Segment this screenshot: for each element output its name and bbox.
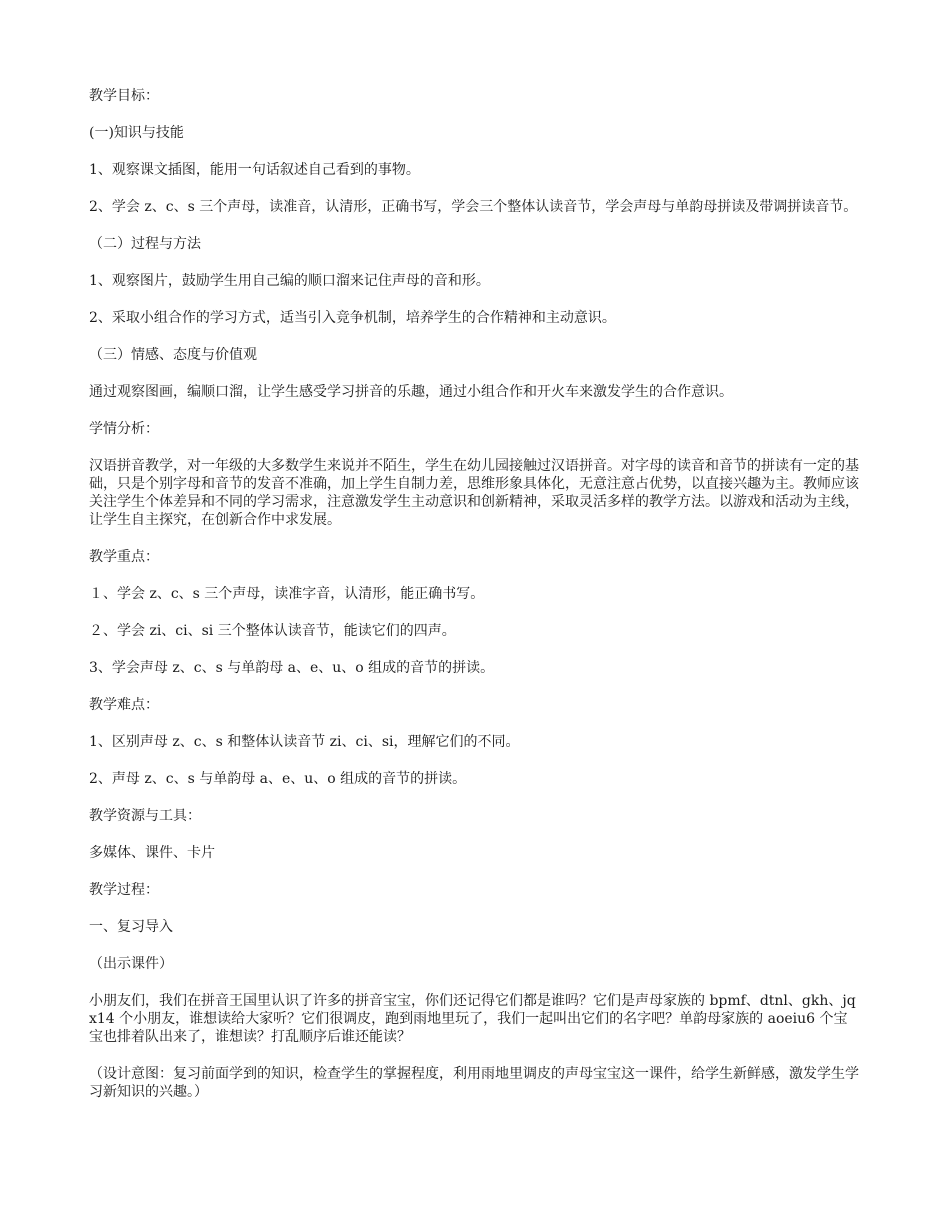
section-heading-difficulties: 教学难点： <box>89 697 159 713</box>
paragraph-difficulty-2: 2、声母 z、c、s 与单韵母 a、e、u、o 组成的音节的拼读。 <box>89 771 467 787</box>
document-body <box>89 87 861 1120</box>
section-heading-process: 教学过程： <box>89 882 159 898</box>
paragraph-show-courseware: （出示课件） <box>89 956 173 972</box>
paragraph-design-intent: （设计意图：复习前面学到的知识，检查学生的掌握程度，利用雨地里调皮的声母宝宝这一课件，给学生新鲜感，激发学生学习新知识的兴趣。） <box>89 1066 859 1100</box>
paragraph-review-dialogue: 小朋友们，我们在拼音王国里认识了许多的拼音宝宝，你们还记得它们都是谁吗？它们是声母家族的 bpmf、dtnl、gkh、jqx14 个小朋友，谁想读给大家听？它们很调皮，跑到雨地里玩了，我们一起叫出它们的名字吧？单韵母家族的 aoeiu6 个宝宝也排着队出来了，谁想读？打乱顺序后谁还能读？ <box>89 993 856 1045</box>
paragraph-emotion: 通过观察图画，编顺口溜，让学生感受学习拼音的乐趣，通过小组合作和开火车来激发学生的合作意识。 <box>89 384 733 400</box>
section-heading-key-points: 教学重点： <box>89 549 159 565</box>
section-heading-learner-analysis: 学情分析： <box>89 421 159 437</box>
section-heading-resources: 教学资源与工具： <box>89 808 201 824</box>
paragraph-goal-2: 2、学会 z、c、s 三个声母，读准音，认清形，正确书写，学会三个整体认读音节，学会声母与单韵母拼读及带调拼读音节。 <box>89 199 858 215</box>
paragraph-learner-analysis: 汉语拼音教学，对一年级的大多数学生来说并不陌生，学生在幼儿园接触过汉语拼音。对字母的读音和音节的拼读有一定的基础，只是个别字母和音节的发音不准确，加上学生自制力差，思维形象具体化，无意注意占优势，以直接兴趣为主。教师应该关注学生个体差异和不同的学习需求，注意激发学生主动意识和创新精神，采取灵活多样的教学方法。以游戏和活动为主线，让学生自主探究，在创新合作中求发展。 <box>89 458 859 528</box>
paragraph-key-point-1: １、学会 z、c、s 三个声母，读准字音，认清形，能正确书写。 <box>89 586 485 602</box>
paragraph-key-point-3: 3、学会声母 z、c、s 与单韵母 a、e、u、o 组成的音节的拼读。 <box>89 660 495 676</box>
paragraph-difficulty-1: 1、区别声母 z、c、s 和整体认读音节 zi、ci、si，理解它们的不同。 <box>89 734 520 750</box>
subheading-process-methods: （二）过程与方法 <box>89 236 201 252</box>
subheading-emotion-values: （三）情感、态度与价值观 <box>89 347 257 363</box>
paragraph-method-1: 1、观察图片，鼓励学生用自己编的顺口溜来记住声母的音和形。 <box>89 273 490 289</box>
subheading-knowledge-skills: (一)知识与技能 <box>89 125 184 141</box>
paragraph-key-point-2: ２、学会 zi、ci、si 三个整体认读音节，能读它们的四声。 <box>89 623 456 639</box>
paragraph-resources: 多媒体、课件、卡片 <box>89 845 215 861</box>
section-heading-teaching-goals: 教学目标： <box>89 88 159 104</box>
subheading-review-intro: 一、复习导入 <box>89 919 173 935</box>
paragraph-goal-1: 1、观察课文插图，能用一句话叙述自己看到的事物。 <box>89 162 420 178</box>
paragraph-method-2: 2、采取小组合作的学习方式，适当引入竞争机制，培养学生的合作精神和主动意识。 <box>89 310 616 326</box>
